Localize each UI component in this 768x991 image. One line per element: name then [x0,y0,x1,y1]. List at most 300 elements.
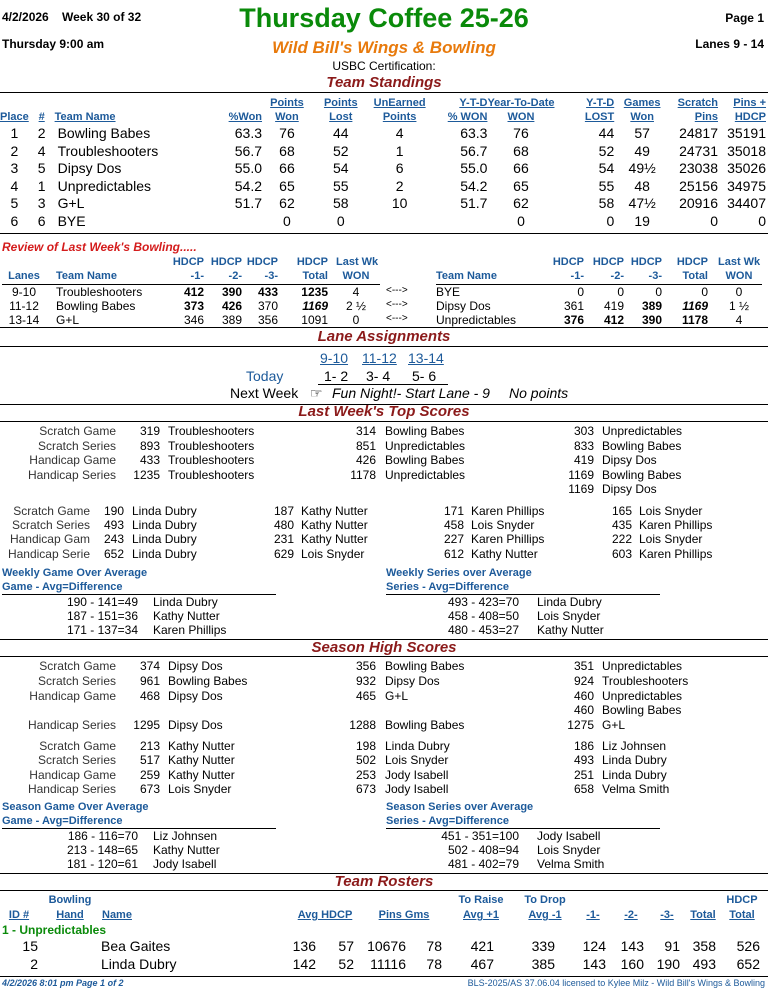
score-cell: 190 [103,504,124,518]
review-team: Dipsy Dos [436,299,491,314]
standings-cell: 58 [598,195,615,211]
standings-heading: Team Standings [326,74,442,91]
review-score: 412 [183,285,204,299]
next-week-label: Next Week [230,385,299,401]
roster-header: Name [102,909,132,921]
standings-cell: Troubleshooters [57,142,159,159]
review-header: HDCP [210,256,242,268]
over-diff: 458 - 408=50 [447,609,519,624]
roster-cell: 78 [426,938,442,954]
review-score: 1178 [681,313,708,328]
score-cell: 1235 [133,468,160,482]
score-cell: Unpredictables [385,439,466,453]
standings-cell: 25156 [679,177,719,194]
review-score: 1235 [301,285,328,299]
lane-pair: 9-10 [320,350,349,366]
score-cell: 227 [443,532,464,546]
standings-cell: 49½ [628,160,656,176]
review-header: -3- [264,270,278,282]
divider [0,346,768,347]
review-score: 0 [735,285,743,299]
score-cell: 374 [139,659,160,673]
standings-col-header [370,96,430,125]
score-cell: Lois Snyder [471,518,535,532]
score-cell: 1178 [350,468,376,482]
score-cell: 465 [355,689,376,703]
review-score: 4 [735,313,743,328]
standings-cell: 23038 [679,160,719,176]
review-header: HDCP [630,256,662,268]
score-cell: Kathy Nutter [168,768,235,782]
review-team: G+L [56,313,80,328]
review-score: 1 ½ [728,299,749,314]
header-line-1: Points [323,97,358,109]
footer-left: 4/2/2026 8:01 pm Page 1 of 2 [2,978,124,988]
score-cell: Troubleshooters [602,674,689,688]
over-diff: 213 - 148=65 [66,843,138,858]
score-cell: 251 [573,768,594,782]
roster-cell: 142 [292,956,316,972]
review-score: 412 [603,313,624,328]
review-score: 1169 [682,299,708,314]
score-cell: 961 [139,674,160,688]
score-cell: Kathy Nutter [471,547,538,561]
score-cell: Unpredictables [602,659,683,673]
standings-cell: 55.0 [234,160,263,176]
review-score: 419 [603,299,624,314]
over-subtitle: Game - Avg=Difference [2,815,123,827]
header-line-2: Won [630,111,654,123]
standings-cell: 62 [513,195,529,211]
standings-cell: 20916 [679,195,719,211]
score-cell: Bowling Babes [602,439,682,453]
lane-pair: 13-14 [408,350,444,366]
header-line-2: Lost [329,111,353,123]
header-line-2: Won [275,111,299,123]
score-cell: Troubleshooters [168,453,255,467]
week-label: Week 30 of 32 [62,10,142,24]
standings-cell: 3 [37,195,46,211]
standings-cell: 68 [513,142,529,159]
standings-cell: 54.2 [234,177,263,194]
review-score: 389 [221,313,242,328]
score-cell: 259 [139,768,160,782]
score-cell: Linda Dubry [602,753,667,767]
standings-cell: 66 [513,160,529,176]
lane-today: 1- 2 [324,368,349,384]
standings-cell: Dipsy Dos [57,160,122,176]
divider [0,890,768,891]
standings-cell: 76 [279,125,295,141]
score-cell: Handicap Series [27,468,116,482]
standings-cell: 54.2 [460,177,488,194]
over-title: Season Game Over Average [2,801,149,813]
standings-cell: BYE [57,212,86,229]
score-cell: Handicap Serie [7,547,90,561]
standings-cell [202,213,262,231]
over-subtitle: Series - Avg=Difference [386,581,509,593]
standings-row [0,143,766,161]
standings-col-header [487,96,554,125]
standings-cell: 76 [513,125,529,141]
score-cell: 433 [139,453,160,467]
review-header: -3- [648,270,662,282]
standings-cell: 0 [758,212,766,229]
roster-cell: 143 [620,938,644,954]
roster-cell: 143 [582,956,606,972]
score-cell: 243 [103,532,124,546]
standings-cell: 4 [10,177,19,194]
standings-cell: 5 [10,195,19,211]
score-cell: 833 [573,439,594,453]
score-cell: 187 [273,504,294,518]
lane-assign-heading: Lane Assignments [317,328,451,345]
standings-cell: 2 [10,142,19,159]
standings-cell: 6 [10,212,19,229]
header-line-2: WON [507,111,535,123]
score-cell: Scratch Game [39,424,116,438]
review-header: HDCP [676,256,708,268]
standings-col-header [718,96,766,125]
today-label: Today [246,368,284,384]
roster-cell: 160 [620,956,644,972]
review-score: 426 [221,299,242,314]
review-score: 433 [257,285,278,299]
score-cell: Troubleshooters [168,468,255,482]
standings-cell: 1 [37,177,46,194]
standings-cell: 55 [598,177,615,194]
review-header: Team Name [436,270,497,282]
header-line-1: Y-T-D [586,97,615,109]
score-cell: Linda Dubry [132,532,197,546]
score-cell: 673 [355,782,376,796]
header-line-1: Y-T-D [459,97,488,109]
score-cell: 468 [139,689,160,703]
score-cell: 253 [355,768,376,782]
standings-cell: 35026 [727,160,766,176]
standings-col-header [262,96,312,125]
standings-cell: 52 [598,142,615,159]
review-score: 390 [221,285,242,299]
review-score: 346 [183,313,204,328]
page-label: Page 1 [725,11,764,25]
divider [0,233,768,234]
roster-cell: 493 [692,956,716,972]
score-cell: Scratch Series [37,674,116,688]
score-cell: Kathy Nutter [301,504,368,518]
review-header: -2- [228,270,242,282]
score-cell: Dipsy Dos [602,453,657,467]
standings-cell: 24731 [679,142,719,159]
standings-cell: 57 [634,125,650,141]
standings-cell: 3 [10,160,19,176]
over-name: Jody Isabell [537,829,601,843]
score-cell: Linda Dubry [132,518,197,532]
roster-cell: 15 [22,938,38,954]
over-diff: 186 - 116=70 [67,829,138,843]
review-score: 370 [257,299,278,314]
review-lanes: 13-14 [8,313,40,328]
score-cell: Bowling Babes [602,703,682,717]
score-cell: 460 [573,703,594,717]
lane-today: 5- 6 [412,368,437,384]
standings-col-header [202,96,262,125]
standings-cell: 0 [710,212,719,229]
score-cell: Linda Dubry [132,504,197,518]
review-header: Total [682,270,708,282]
roster-cell: 136 [292,938,316,954]
score-cell: 426 [355,453,376,467]
review-score: 0 [655,285,662,299]
header-line-2: % WON [447,111,488,123]
roster-cell: 11116 [370,956,406,972]
divider [0,92,768,93]
review-score: 390 [641,313,662,328]
score-cell: Lois Snyder [301,547,365,561]
standings-cell: 68 [279,142,295,159]
score-cell: 303 [573,424,594,438]
score-cell: Handicap Game [29,768,116,782]
standings-cell: 6 [395,160,404,176]
score-cell: Karen Phillips [471,504,545,518]
score-cell: Liz Johnsen [602,739,667,753]
score-cell: Scratch Game [13,504,90,518]
over-name: Kathy Nutter [153,609,220,624]
score-cell: Linda Dubry [132,547,197,561]
roster-header: Total [729,909,755,921]
standings-cell: 34975 [727,177,766,194]
review-header: HDCP [296,256,328,268]
score-cell: Kathy Nutter [168,739,235,753]
standings-cell: 48 [634,177,650,194]
score-cell: Dipsy Dos [168,659,223,673]
score-cell: Scratch Series [11,518,90,532]
review-header: HDCP [552,256,584,268]
review-score: 0 [352,313,360,328]
standings-cell: 49 [634,142,650,159]
score-cell: Troubleshooters [168,439,255,453]
score-cell: Bowling Babes [602,468,682,482]
usbc-cert: USBC Certification: [332,59,436,73]
over-subtitle: Series - Avg=Difference [386,815,509,827]
review-header: -1- [570,270,584,282]
roster-header: Bowling [48,894,92,906]
roster-cell: 358 [692,938,716,954]
review-header: Total [302,270,328,282]
standings-cell: Bowling Babes [57,125,151,141]
standings-cell: 63.3 [460,125,488,141]
score-cell: 231 [273,532,294,546]
standings-cell: 52 [332,142,349,159]
score-cell: 458 [443,518,464,532]
score-cell: 480 [273,518,294,532]
standings-col-header [55,96,203,125]
score-cell: G+L [602,718,626,732]
divider [0,421,768,422]
review-header: Last Wk [718,256,761,268]
score-cell: Karen Phillips [639,547,713,561]
standings-table [0,96,766,230]
review-header: Last Wk [336,256,379,268]
score-cell: Jody Isabell [385,768,449,782]
review-header: HDCP [172,256,204,268]
score-cell: 213 [139,739,160,753]
score-cell: Scratch Series [37,753,116,767]
score-cell: Lois Snyder [639,532,703,546]
roster-header: Avg -1 [528,909,562,921]
score-cell: Linda Dubry [602,768,667,782]
over-diff: 502 - 408=94 [447,843,519,858]
roster-cell: 57 [338,938,354,954]
score-cell: 673 [139,782,160,796]
header-line-1: Points [270,97,304,109]
review-score: 389 [641,299,662,314]
score-cell: 319 [139,424,160,438]
review-header: Team Name [56,270,117,282]
standings-cell: 62 [279,195,295,211]
review-score: 356 [257,313,278,328]
roster-cell: 124 [582,938,606,954]
header-line-2: Points [382,111,417,123]
standings-cell: 35018 [727,142,766,159]
roster-cell: 10676 [367,938,406,954]
divider [0,656,768,657]
roster-cell: 526 [736,938,760,954]
review-header: HDCP [246,256,278,268]
standings-cell: 55 [332,177,349,194]
over-name: Kathy Nutter [537,623,604,638]
roster-header: ID # [8,909,30,921]
score-cell: Unpredictables [385,468,466,482]
roster-cell: 339 [531,938,555,954]
review-score: 0 [577,285,584,299]
review-score: 373 [183,299,204,314]
lanes-range: Lanes 9 - 14 [695,37,764,51]
roster-cell: 2 [30,956,38,972]
header-line-1: Scratch [677,97,719,109]
over-diff: 481 - 402=79 [447,857,519,872]
score-cell: Karen Phillips [639,518,713,532]
standings-cell: 2 [395,177,404,194]
score-cell: Lois Snyder [385,753,449,767]
over-title: Season Series over Average [386,801,534,813]
score-cell: 658 [573,782,594,796]
standings-cell: 4 [37,142,46,159]
standings-cell: 44 [332,125,349,141]
review-header: WON [725,270,753,282]
roster-cell: 78 [426,956,442,972]
standings-cell: 44 [598,125,615,141]
roster-cell: 91 [664,938,680,954]
roster-cell: 385 [531,956,555,972]
review-header: -2- [610,270,624,282]
roster-cell: Linda Dubry [101,956,177,972]
standings-cell: G+L [57,195,85,211]
review-header: HDCP [592,256,624,268]
standings-cell [430,213,488,231]
over-title: Weekly Series over Average [386,567,532,579]
review-score: 4 [352,285,360,299]
roster-header: To Drop [524,894,566,906]
score-cell: 198 [355,739,376,753]
score-cell: 356 [355,659,376,673]
roster-cell: Bea Gaites [101,938,171,954]
score-cell: Velma Smith [602,782,670,796]
standings-cell: 5 [37,160,46,176]
over-name: Liz Johnsen [153,829,218,843]
score-cell: 924 [573,674,594,688]
roster-header: Avg HDCP [297,909,353,921]
standings-cell: 65 [513,177,529,194]
score-cell: Unpredictables [602,424,683,438]
standings-cell: 0 [517,212,525,229]
review-score: 1091 [301,313,328,328]
pointing-hand-icon: ☞ [310,385,323,401]
standings-cell: Unpredictables [57,177,151,194]
score-cell: 851 [355,439,376,453]
standings-row [0,125,766,143]
score-cell: 652 [103,547,124,561]
standings-cell: 0 [336,212,345,229]
score-cell: Dipsy Dos [602,482,657,496]
roster-header: Hand [56,909,84,921]
standings-cell: 1 [395,142,404,159]
over-diff: 451 - 351=100 [441,829,519,843]
score-cell: Handicap Game [29,453,116,467]
review-team: BYE [436,285,461,299]
standings-cell: 1 [10,125,19,141]
score-cell: 1169 [568,482,594,496]
roster-cell: 421 [470,938,494,954]
over-name: Lois Snyder [537,609,601,624]
score-cell: Handicap Series [27,718,116,732]
roster-header: -3- [660,909,674,921]
roster-header: HDCP [726,894,758,906]
day-time: Thursday 9:00 am [2,37,105,51]
score-cell: 171 [443,504,464,518]
standings-cell: 56.7 [234,142,263,159]
score-cell: Karen Phillips [471,532,545,546]
review-arrow: <---> [386,285,408,296]
standings-cell: 19 [634,212,650,229]
score-cell: Unpredictables [602,689,683,703]
standings-cell: 35191 [727,125,766,141]
score-cell: Troubleshooters [168,424,255,438]
report-date: 4/2/2026 [2,10,49,24]
over-diff: 187 - 151=36 [66,609,138,624]
header-line-1: Pins + [733,97,766,109]
score-cell: Jody Isabell [385,782,449,796]
header-line-2: Pins [694,111,719,123]
review-team: Bowling Babes [56,299,136,314]
review-lanes: 11-12 [9,299,39,314]
standings-cell: 47½ [628,195,656,211]
review-score: 0 [617,285,624,299]
score-cell: 1275 [567,718,594,732]
over-diff: 171 - 137=34 [66,623,138,638]
roster-header: Total [690,909,716,921]
review-score: 0 [701,285,708,299]
standings-col-header [312,96,370,125]
standings-row [0,178,766,196]
standings-cell: 58 [332,195,349,211]
score-cell: Dipsy Dos [168,689,223,703]
standings-cell: 51.7 [234,195,263,211]
standings-cell: 6 [37,212,46,229]
standings-col-header [430,96,488,125]
score-cell: Kathy Nutter [301,518,368,532]
over-name: Kathy Nutter [153,843,220,858]
